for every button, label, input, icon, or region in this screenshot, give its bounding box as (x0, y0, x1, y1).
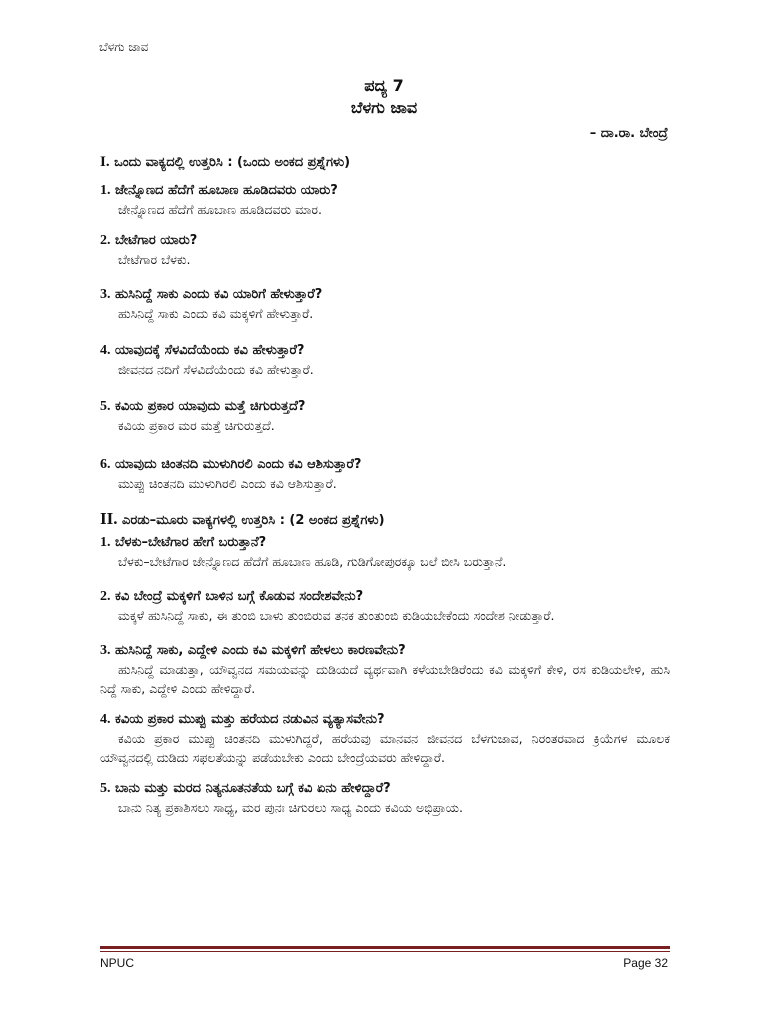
answer: ಬೇಟೆಗಾರ ಬೆಳಕು. (118, 252, 191, 267)
answer: ಜೇನ್ನೊಣದ ಹೆದೆಗೆ ಹೂಬಾಣ ಹೂಡಿದವರು ಮಾರ. (118, 202, 322, 217)
answer: ಮುಪ್ಪು ಚಿಂತನದಿ ಮುಳುಗಿರಲಿ ಎಂದು ಕವಿ ಆಶಿಸುತ್ತಾರೆ. (118, 476, 337, 491)
question-block (100, 587, 670, 625)
author-name: – ದಾ.ರಾ. ಬೇಂದ್ರೆ (589, 126, 668, 141)
answer: ಹುಸಿನಿದ್ದೆ ಮಾಡುತ್ತಾ, ಯೌವ್ವನದ ಸಮಯವನ್ನು ದುಡಿಯದೆ ವ್ಯರ್ಥವಾಗಿ ಕಳೆಯಬೇಡಿರೆಂದು ಕವಿ ಮಕ್ಕಳಿಗೆ ಕೇಳಿ, ರಸ ಕುಡಿಯಲೇಳಿ, ಹುಸಿ ನಿದ್ದೆ ಸಾಕು, ಎದ್ದೇಳಿ ಎಂದು ಹೇಳಿದ್ದಾರೆ. (100, 662, 670, 696)
question: 4. ಯಾವುದಕ್ಕೆ ಸೆಳವಿದೆಯೆಂದು ಕವಿ ಹೇಳುತ್ತಾರೆ? (100, 343, 305, 358)
section-2-heading (100, 509, 670, 531)
answer: ಹುಸಿನಿದ್ದೆ ಸಾಕು ಎಂದು ಕವಿ ಮಕ್ಕಳಿಗೆ ಹೇಳುತ್ತಾರೆ. (118, 306, 314, 321)
lesson-number: ಪದ್ಯ 7 (364, 76, 404, 95)
question-block (100, 533, 670, 571)
question: 5. ಬಾನು ಮತ್ತು ಮರದ ನಿತ್ಯನೂತನತೆಯ ಬಗ್ಗೆ ಕವಿ ಏನು ಹೇಳಿದ್ದಾರೆ? (100, 781, 391, 796)
question-block (100, 181, 670, 219)
question-block (100, 710, 670, 767)
answer: ಬಾನು ನಿತ್ಯ ಪ್ರಕಾಶಿಸಲು ಸಾಧ್ಯ, ಮರ ಪುನಃ ಚಿಗುರಲು ಸಾಧ್ಯ ಎಂದು ಕವಿಯ ಅಭಿಪ್ರಾಯ. (118, 800, 463, 815)
answer: ಕವಿಯ ಪ್ರಕಾರ ಮರ ಮತ್ತೆ ಚಿಗುರುತ್ತದೆ. (118, 418, 275, 433)
section-1-roman: I. (100, 154, 110, 170)
question-block (100, 779, 670, 817)
content (100, 152, 670, 817)
section-1-title: ಒಂದು ವಾಕ್ಯದಲ್ಲಿ ಉತ್ತರಿಸಿ : (ಒಂದು ಅಂಕದ ಪ್ರಶ್ನೆಗಳು) (114, 155, 351, 170)
running-header: ಬೆಳಗು ಜಾವ (99, 40, 149, 54)
question-block (100, 285, 670, 323)
question-block (100, 341, 670, 379)
question-block (100, 231, 670, 269)
footer-label: NPUC (100, 956, 135, 970)
footer-divider-thin (100, 951, 670, 952)
question: 1. ಜೇನ್ನೊಣದ ಹೆದೆಗೆ ಹೂಬಾಣ ಹೂಡಿದವರು ಯಾರು? (100, 183, 338, 198)
question-block (100, 455, 670, 493)
answer: ಜೀವನದ ನದಿಗೆ ಸೆಳವಿದೆಯೆಂದು ಕವಿ ಹೇಳುತ್ತಾರೆ. (118, 362, 314, 377)
question: 3. ಹುಸಿನಿದ್ದೆ ಸಾಕು, ಎದ್ದೇಳಿ ಎಂದು ಕವಿ ಮಕ್ಕಳಿಗೆ ಹೇಳಲು ಕಾರಣವೇನು? (100, 643, 406, 658)
question-block (100, 397, 670, 435)
page-number: Page 32 (623, 956, 668, 970)
section-2-title: ಎರಡು–ಮೂರು ವಾಕ್ಯಗಳಲ್ಲಿ ಉತ್ತರಿಸಿ : (2 ಅಂಕದ ಪ್ರಶ್ನೆಗಳು) (122, 513, 385, 528)
answer: ಬೆಳಕು–ಬೇಟೆಗಾರ ಜೇನ್ನೊಣದ ಹೆದೆಗೆ ಹೂಬಾಣ ಹೂಡಿ, ಗುಡಿಗೋಪುರಕ್ಕೂ ಬಲೆ ಬೀಸಿ ಬರುತ್ತಾನೆ. (118, 554, 507, 569)
section-2-roman: II. (100, 509, 118, 528)
title-block (0, 76, 768, 118)
question-block (100, 641, 670, 698)
section-1-heading (100, 152, 670, 173)
answer: ಕವಿಯ ಪ್ರಕಾರ ಮುಪ್ಪು ಚಿಂತನದಿ ಮುಳುಗಿದ್ದರೆ, ಹರೆಯವು ಮಾನವನ ಜೀವನದ ಬೆಳಗುಜಾವ, ನಿರಂತರವಾದ ಕ್ರಿಯೆಗಳ ಮೂಲಕ ಯೌವ್ವನದಲ್ಲಿ ದುಡಿದು ಸಫಲತೆಯನ್ನು ಪಡೆಯಬೇಕು ಎಂದು ಬೇಂದ್ರೆಯವರು ಹೇಳಿದ್ದಾರೆ. (100, 731, 670, 765)
lesson-title: ಬೆಳಗು ಜಾವ (350, 98, 418, 117)
footer-divider (100, 946, 670, 949)
answer: ಮಕ್ಕಳೆ ಹುಸಿನಿದ್ದೆ ಸಾಕು, ಈ ತುಂಬಿ ಬಾಳು ತುಂಬಿರುವ ತನಕ ತುಂತುಂಬಿ ಕುಡಿಯಬೇಕೆಂದು ಸಂದೇಶ ನೀಡುತ್ತಾರೆ. (118, 608, 555, 623)
question: 2. ಕವಿ ಬೇಂದ್ರೆ ಮಕ್ಕಳಿಗೆ ಬಾಳಿನ ಬಗ್ಗೆ ಕೊಡುವ ಸಂದೇಶವೇನು? (100, 589, 364, 604)
question: 5. ಕವಿಯ ಪ್ರಕಾರ ಯಾವುದು ಮತ್ತೆ ಚಿಗುರುತ್ತದೆ? (100, 399, 306, 414)
question: 6. ಯಾವುದು ಚಿಂತನದಿ ಮುಳುಗಿರಲಿ ಎಂದು ಕವಿ ಆಶಿಸುತ್ತಾರೆ? (100, 457, 362, 472)
question: 1. ಬೆಳಕು–ಬೇಟೆಗಾರ ಹೇಗೆ ಬರುತ್ತಾನೆ? (100, 535, 267, 550)
question: 4. ಕವಿಯ ಪ್ರಕಾರ ಮುಪ್ಪು ಮತ್ತು ಹರೆಯದ ನಡುವಿನ ವ್ಯತ್ಯಾಸವೇನು? (100, 712, 385, 727)
question: 3. ಹುಸಿನಿದ್ದೆ ಸಾಕು ಎಂದು ಕವಿ ಯಾರಿಗೆ ಹೇಳುತ್ತಾರೆ? (100, 287, 323, 302)
question: 2. ಬೇಟೆಗಾರ ಯಾರು? (100, 233, 198, 248)
